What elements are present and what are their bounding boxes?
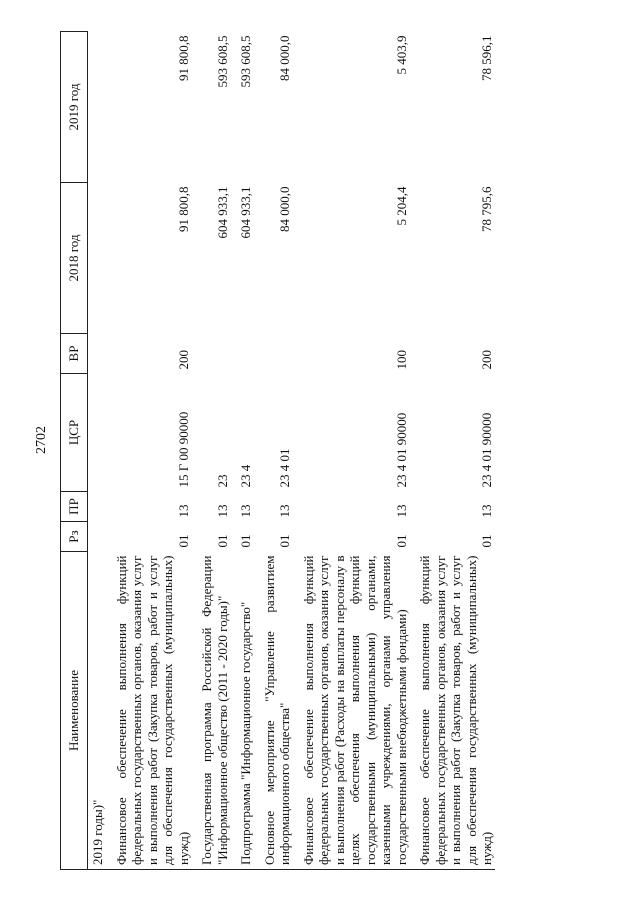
table-header-row: [61, 32, 88, 870]
row-pr: 13: [214, 504, 230, 518]
table-row: [415, 32, 495, 870]
row-csr: [88, 374, 106, 492]
row-csr: 23 4 01 90000: [393, 412, 409, 488]
row-rz: 01: [393, 534, 409, 548]
row-vr: [197, 334, 230, 374]
row-2019: 91 800,8: [175, 35, 191, 81]
row-2019: 84 000,0: [277, 35, 292, 81]
row-vr: [260, 334, 293, 374]
row-rz: 01: [238, 534, 253, 548]
page-number: 2702: [34, 426, 49, 454]
row-vr: [88, 334, 106, 374]
row-pr: 13: [479, 504, 494, 518]
header-csr: ЦСР: [61, 374, 88, 492]
table-row: [197, 32, 230, 870]
header-vr: ВР: [61, 334, 88, 374]
row-csr: 23: [214, 474, 230, 488]
row-2018: 5 204,4: [393, 186, 409, 226]
row-rz: [88, 522, 106, 552]
row-rz: 01: [479, 534, 494, 548]
row-2019: 593 608,5: [214, 35, 230, 88]
row-pr: 13: [393, 504, 409, 518]
row-csr: 15 Г 00 90000: [175, 411, 191, 488]
table-row: [260, 32, 293, 870]
row-name: Государственная программа Российской Федерации "Информационное общество (2011 - 2020 годы)": [197, 552, 230, 870]
row-2019: 78 596,1: [479, 35, 494, 81]
row-2019: 593 608,5: [238, 35, 253, 88]
row-pr: 13: [238, 504, 253, 518]
table-row: [299, 32, 410, 870]
row-vr: [236, 334, 254, 374]
row-2018: 78 795,6: [479, 186, 494, 232]
row-rz: 01: [214, 534, 230, 548]
row-2018: 91 800,8: [175, 186, 191, 232]
header-2019: 2019 год: [61, 32, 88, 183]
header-2018: 2018 год: [61, 183, 88, 334]
row-csr: 23 4: [238, 464, 253, 488]
header-pr: ПР: [61, 492, 88, 522]
row-pr: 13: [175, 504, 191, 518]
row-2018: [88, 183, 106, 334]
row-name: Финансовое обеспечение выполнения функций федеральных государственных органов, оказания услуг и выполнения работ (Закупка товаров, работ и услуг для обеспечения государственных (муниципальных) нужд): [415, 552, 495, 870]
row-csr: 23 4 01 90000: [479, 412, 494, 488]
row-name: Финансовое обеспечение выполнения функций федеральных государственных органов, оказания услуг и выполнения работ (Расходы на выплаты персоналу в целях обеспечения выполнения функций государственными (муниципальными) органами, казенными учреждениями, органами управления государственными внебюджетными фондами): [299, 552, 410, 870]
row-2019: [88, 32, 106, 183]
table-row: [236, 32, 254, 870]
row-name: Подпрограмма "Информационное государство": [236, 552, 254, 870]
table-row: [88, 32, 106, 870]
row-name: Основное мероприятие "Управление развитием информационного общества": [260, 552, 293, 870]
row-vr: 200: [479, 350, 494, 370]
table-row: [112, 32, 192, 870]
row-2018: 604 933,1: [214, 186, 230, 239]
row-name: Финансовое обеспечение выполнения функций федеральных государственных органов, оказания услуг и выполнения работ (Закупка товаров, работ и услуг для обеспечения государственных (муниципальных) нужд): [112, 552, 192, 870]
row-vr: 100: [393, 350, 409, 370]
budget-table: [60, 31, 495, 870]
row-rz: 01: [175, 534, 191, 548]
row-2018: 604 933,1: [238, 186, 253, 239]
row-name: 2019 годы)": [88, 552, 106, 870]
row-vr: 200: [175, 350, 191, 370]
row-2018: 84 000,0: [277, 186, 292, 232]
row-pr: [88, 492, 106, 522]
row-csr: 23 4 01: [277, 448, 292, 488]
row-rz: 01: [277, 534, 292, 548]
rotated-table-container: [60, 32, 610, 870]
header-name: Наименование: [61, 552, 88, 870]
row-2019: 5 403,9: [393, 35, 409, 75]
row-pr: 13: [277, 504, 292, 518]
header-rz: Рз: [61, 522, 88, 552]
